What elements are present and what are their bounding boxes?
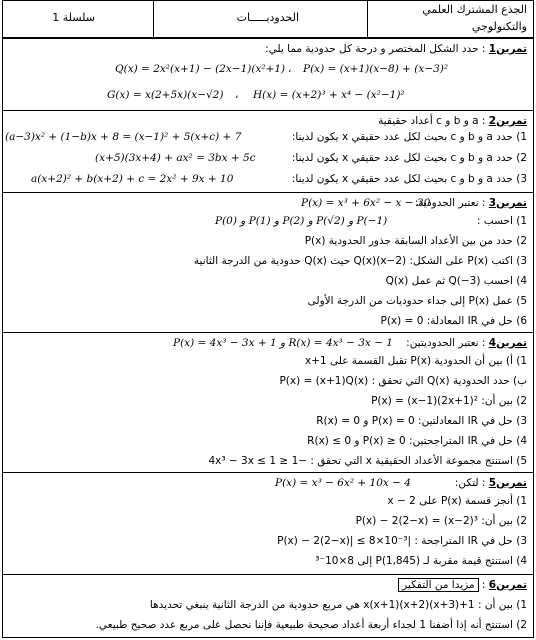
ex1-prompt: : حدد الشكل المختصر و درجة كل حدودية مما يلي:: [265, 43, 486, 55]
exercise-2: [3, 111, 533, 193]
ex2-question-3: 3) حدد a و b و c بحيث لكل عدد حقيقي x يكون لدينا:: [291, 173, 527, 185]
series-label: سلسلة 1: [52, 11, 95, 24]
ex5-question-4: 4) استنتج قيمة مقربة لـ P(1,845) إلى 8×10⁻³: [315, 555, 527, 567]
exercise-6: [3, 575, 533, 637]
ex2-formula-3: a(x+2)² + b(x+2) + c = 2x² + 9x + 10: [31, 173, 234, 185]
ex5-question-3: 3) حل في IR المتراجحة : |P(x) − 2(2−x)| ≤ 8×10⁻³: [277, 535, 527, 547]
header-table: [2, 0, 534, 38]
ex4-heading: [406, 337, 527, 349]
ex3-question-4: 4) احسب Q(−3) ثم عمل Q(x): [385, 275, 527, 287]
exercise-5: [3, 473, 533, 575]
ex2-formula-2: (x+5)(3x+4) + ax² = 3bx + 5c: [95, 152, 256, 164]
level-label: الجذع المشترك العلمي: [422, 3, 527, 16]
ex4-question-5: 5) استنتج مجموعة الأعداد الحقيقية x التي تحقق : −1 ≤ 4x³ − 3x ≤ 1: [208, 455, 527, 467]
ex6-question-1: 1) بين أن : x(x+1)(x+2)(x+3)+1 هي مربع حدودية من الدرجة الثانية ينبغي تحديدها: [149, 599, 527, 611]
ex4-question-1a: 1) أ) بين أن الحدودية P(x) تقبل القسمة على x+1: [304, 355, 527, 367]
ex5-heading: [455, 477, 527, 489]
ex3-question-3: 3) اكتب P(x) على الشكل: (x−2)Q(x) حيث Q(x) حدودية من الدرجة الثانية: [193, 255, 527, 267]
header-level-cell: [367, 1, 535, 37]
ex5-prompt: : لتكن:: [454, 477, 486, 489]
ex3-title: تمرين3: [488, 197, 527, 209]
header-subject-cell: [153, 1, 367, 37]
ex2-question-2: 2) حدد a و b و c بحيث لكل عدد حقيقي x يكون لدينا:: [291, 152, 527, 164]
ex5-question-2: 2) بين أن: P(x) − 2(2−x) = (x−2)³: [355, 515, 527, 527]
ex3-question-5: 5) عمل P(x) إلى جداء حدوديات من الدرجة الأولى: [307, 295, 527, 307]
ex1-formula-p: P(x) = (x+1)(x−8) + (x−3)²: [303, 63, 449, 75]
ex5-title: تمرين5: [488, 477, 527, 489]
ex2-heading: [378, 115, 527, 127]
ex4-question-4: 4) حل في IR المتراجحتين: P(x) ≥ 0 و R(x) ≤ 0: [307, 435, 527, 447]
ex2-title: تمرين2: [488, 115, 527, 127]
ex2-formula-1: (a−3)x² + (1−b)x + 8 = (x−1)² + 5(x+c) + 7: [5, 131, 242, 143]
ex4-prompt: : نعتبر الحدوديتين:: [406, 337, 486, 349]
ex4-question-3: 3) حل في IR المعادلتين: P(x) = 0 و R(x) = 0: [316, 415, 527, 427]
ex3-polynomial: P(x) = x³ + 6x² − x − 30: [301, 197, 431, 209]
ex1-title: تمرين1: [488, 43, 527, 55]
ex1-heading: [265, 43, 527, 55]
exercise-3: [3, 193, 533, 333]
ex3-heading: [415, 197, 527, 209]
ex4-question-1b: ب) حدد الحدودية Q(x) التي تحقق : P(x) = (x+1)Q(x): [279, 375, 527, 387]
ex1-formula-g: G(x) = x(2+5x)(x−√2): [107, 89, 224, 101]
ex6-title: تمرين6: [488, 579, 527, 591]
ex3-prompt: : نعتبر الحدودية:: [414, 197, 486, 209]
ex1-formula-h: H(x) = (x+2)³ + x⁴ − (x²−1)²: [253, 89, 405, 101]
exercises-frame: [2, 38, 534, 638]
level-label-2: والتكنولوجي: [471, 20, 527, 33]
header-series-cell: [3, 1, 153, 37]
ex3-question-6: 6) حل في IR المعادلة: P(x) = 0: [380, 315, 527, 327]
ex4-title: تمرين4: [488, 337, 527, 349]
ex4-polynomials: P(x) = 4x³ − 3x + 1 و R(x) = 4x³ − 3x − 1: [173, 337, 393, 349]
ex1-sep-1: ،: [288, 63, 292, 75]
ex6-subtitle: مزيدا من التفكير: [398, 578, 478, 592]
ex1-formula-q: Q(x) = 2x²(x+1) − (2x−1)(x²+1): [115, 63, 286, 75]
ex6-question-2: 2) استنتج أنه إذا أضفنا 1 لجداء أربعة أعداد صحيحة طبيعية فإننا نحصل على مربع عدد صحيح طبيعي.: [95, 619, 527, 631]
ex5-question-1: 1) أنجز قسمة P(x) على x − 2: [387, 495, 527, 507]
ex3-question-2: 2) حدد من بين الأعداد السابقة جذور الحدودية P(x): [304, 235, 527, 247]
ex3-values: P(0) و P(1) و P(2) و P(√2) و P(−1): [215, 215, 388, 227]
ex3-question-1: 1) احسب :: [476, 215, 527, 227]
ex4-question-2: 2) بين أن: P(x) = (x−1)(2x+1)²: [371, 395, 527, 407]
exercise-4: [3, 333, 533, 473]
exercise-1: [3, 39, 533, 111]
ex1-sep-2: ،: [235, 89, 239, 101]
ex2-question-1: 1) حدد a و b و c بحيث لكل عدد حقيقي x يكون لدينا:: [291, 131, 527, 143]
ex6-heading: تمرين6 : مزيدا من التفكير: [398, 579, 527, 591]
ex2-prompt: : a و b و c أعداد حقيقية: [378, 115, 486, 127]
ex5-polynomial: P(x) = x³ − 6x² + 10x − 4: [275, 477, 411, 489]
subject-label: الحدوديـــــات: [236, 11, 299, 24]
